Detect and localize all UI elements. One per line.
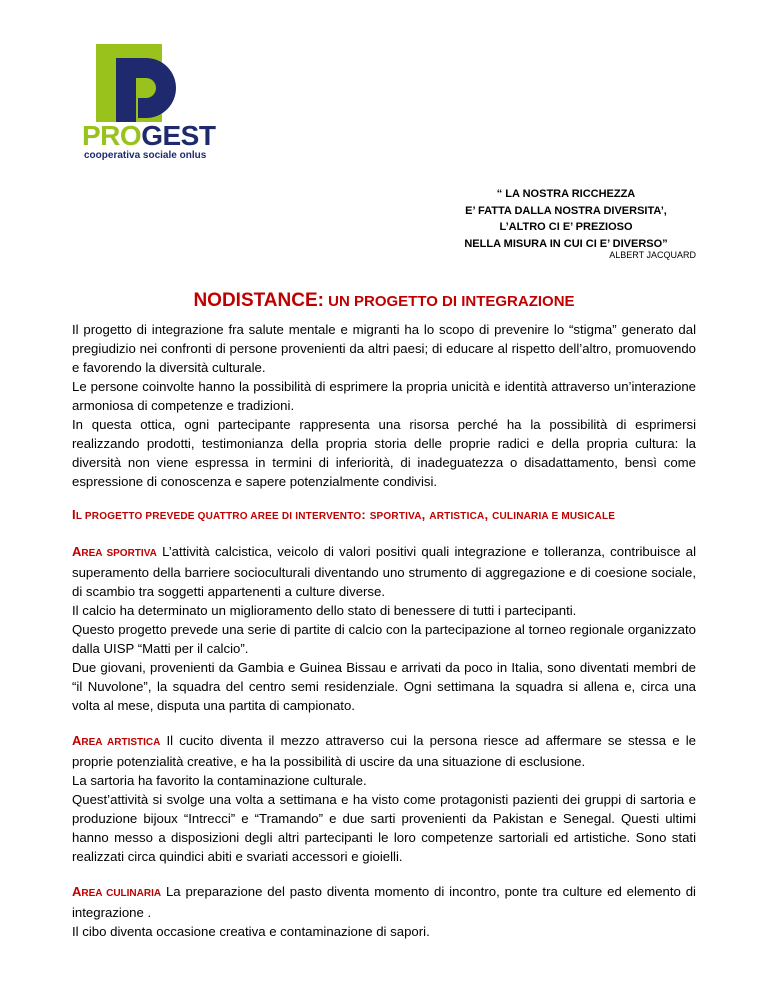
heading-sep: , xyxy=(484,507,493,522)
intro-paragraph: Il progetto di integrazione fra salute mentale e migranti ha lo scopo di prevenire lo “stigma” generato dal pregiudizio nei confronti di persone provenienti da altri paesi; di educare al rispetto dell’altro, promuovendo e favorendo la diversità culturale. xyxy=(72,322,696,375)
section-paragraph: Il cibo diventa occasione creativa e contaminazione di sapori. xyxy=(72,924,430,939)
label-initial: A xyxy=(72,733,82,748)
heading-initial: I xyxy=(72,507,76,522)
areas-heading xyxy=(72,505,696,526)
heading-culinaria-musicale: CULINARIA E MUSICALE xyxy=(492,511,616,522)
quote-line: L’ALTRO CI E’ PREZIOSO xyxy=(499,221,633,233)
label-text: REA CULINARIA xyxy=(81,888,162,899)
section-label xyxy=(72,733,161,748)
section-paragraph xyxy=(72,542,696,601)
quote-line: NELLA MISURA IN CUI CI E’ DIVERSO” xyxy=(464,237,668,250)
section-paragraph: Il calcio ha determinato un miglioramento dello stato di benessere di tutti i partecipanti. xyxy=(72,603,577,618)
logo-subtitle: cooperativa sociale onlus xyxy=(84,150,207,161)
logo-word-pro: PRO xyxy=(82,120,142,151)
section-paragraph xyxy=(72,731,696,771)
section-paragraph: Quest’attività si svolge una volta a settimana e ha visto come protagonisti pazienti dei gruppi di sartoria e produzione bijoux “Intrecci” e “Tramando” e due sarti provenienti da Pakistan e Senegal. Questi ultimi hanno messo a disposizioni degli altri partecipanti le loro competenze sartoriali ed artistiche. Sono stati realizzati circa quindici abiti e svariati accessori e gioielli. xyxy=(72,792,696,864)
section-paragraph: Due giovani, provenienti da Gambia e Guinea Bissau e arrivati da poco in Italia, sono diventati membri de “il Nuvolone”, la squadra del centro semi residenziale. Ogni settimana la squadra si allena e, circa una volta al mese, disputa una partita di campionato. xyxy=(72,660,696,713)
title-part2: UN PROGETTO DI INTEGRAZIONE xyxy=(323,293,575,310)
quote xyxy=(436,186,696,252)
logo-wordmark xyxy=(82,122,215,150)
section-paragraph: Questo progetto prevede una serie di partite di calcio con la partecipazione al torneo regionale organizzato dalla UISP “Matti per il calcio”. xyxy=(72,622,696,656)
section-paragraph: La sartoria ha favorito la contaminazione culturale. xyxy=(72,773,367,788)
section-label xyxy=(72,884,162,899)
heading-sep: , xyxy=(421,507,430,522)
quote-line: “ LA NOSTRA RICCHEZZA xyxy=(496,188,636,200)
section-label xyxy=(72,544,157,559)
heading-text: L PROGETTO PREVEDE QUATTRO AREE DI INTERVENTO xyxy=(75,511,362,522)
label-text: REA SPORTIVA xyxy=(81,548,157,559)
section-text: L’attività calcistica, veicolo di valori positivi quali integrazione e tolleranza, contribuisce al superamento della barriere socioculturali diventando uno strumento di aggregazione e di coesione sociale, di scambio tra soggetti appartenenti a culture diverse. xyxy=(72,544,697,599)
heading-sportiva: SPORTIVA xyxy=(369,511,422,522)
quote-author: ALBERT JACQUARD xyxy=(609,250,696,260)
heading-colon: : xyxy=(361,507,370,522)
heading-artistica: ARTISTICA xyxy=(429,511,485,522)
section-artistica xyxy=(72,731,696,866)
section-culinaria xyxy=(72,882,696,941)
label-text: REA ARTISTICA xyxy=(81,737,161,748)
quote-line: E’ FATTA DALLA NOSTRA DIVERSITA’, xyxy=(465,204,667,217)
logo-word-gest: GEST xyxy=(141,120,216,151)
intro-paragraph: In questa ottica, ogni partecipante rappresenta una risorsa perché ha la possibilità di esprimersi realizzando prodotti, testimonianza della propria storia delle proprie radici e della propria cultura: la diversità non viene espressa in termini di inferiorità, di inadeguatezza o disadattamento, bensì come espressione di conoscenza e sapere potenzialmente condivisi. xyxy=(72,417,696,489)
intro-paragraph: Le persone coinvolte hanno la possibilità di esprimere la propria unicità e identità attraverso un’interazione armoniosa di competenze e tradizioni. xyxy=(72,379,696,413)
document-body xyxy=(72,320,696,941)
section-paragraph xyxy=(72,882,696,922)
intro-section xyxy=(72,320,696,491)
section-sportiva xyxy=(72,542,696,715)
label-initial: A xyxy=(72,544,82,559)
title-part1: NODISTANCE: xyxy=(193,290,324,311)
section-text: La preparazione del pasto diventa momento di incontro, ponte tra culture ed elemento di integrazione . xyxy=(72,884,696,920)
section-text: Il cucito diventa il mezzo attraverso cui la persona riesce ad affermare se stessa e le proprie potenzialità creative, e ha la possibilità di uscire da una situazione di esclusione. xyxy=(72,733,696,769)
page-title xyxy=(0,290,768,312)
label-initial: A xyxy=(72,884,82,899)
